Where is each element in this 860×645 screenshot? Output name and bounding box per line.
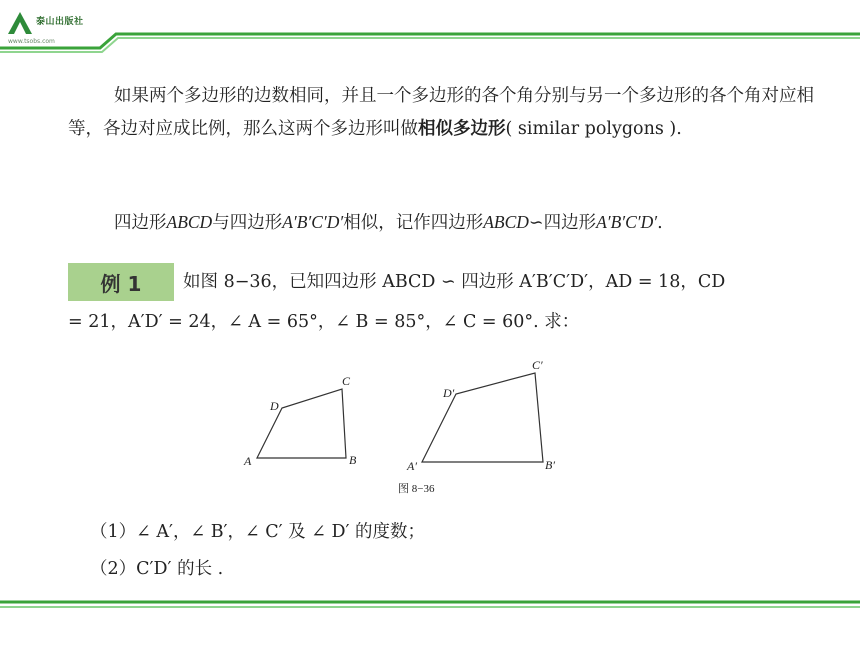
notation-paragraph bbox=[68, 206, 818, 240]
definition-text: 如果两个多边形的边数相同，并且一个多边形的各个角分别与另一个多边形的各个角对应相等，各边对应成比例，那么这两个多边形叫做 bbox=[68, 86, 814, 139]
notation-abcd-prime: A′B′C′D′ bbox=[282, 212, 344, 232]
notation-text: 相似，记作四边形 bbox=[343, 213, 484, 233]
header-banner bbox=[0, 0, 860, 64]
vertex-label-d: D bbox=[270, 399, 279, 413]
quadrilateral-abcd-prime bbox=[422, 373, 543, 462]
example-label: 例 1 bbox=[68, 263, 174, 301]
quadrilateral-figure bbox=[230, 352, 610, 502]
similar-symbol: ∽ bbox=[528, 213, 544, 233]
notation-text: 四边形 bbox=[114, 213, 167, 233]
vertex-label-c: C bbox=[342, 374, 351, 388]
notation-text: 与四边形 bbox=[212, 213, 283, 233]
question-2: （2）C′D′ 的长 . bbox=[90, 559, 224, 579]
logo-text: 泰山出版社 bbox=[36, 17, 84, 27]
figure-caption: 图 8−36 bbox=[398, 483, 435, 495]
vertex-label-b: B bbox=[349, 453, 357, 467]
vertex-label-a: A bbox=[244, 454, 252, 468]
mountain-icon bbox=[6, 8, 36, 36]
logo-url: www.tsobs.com bbox=[8, 38, 55, 45]
definition-term: 相似多边形 bbox=[418, 119, 506, 139]
definition-paragraph bbox=[68, 80, 818, 146]
example-text-line1: 如图 8−36，已知四边形 ABCD ∽ 四边形 A′B′C′D′，AD = 18，CD bbox=[183, 272, 726, 292]
example-text-line2: = 21，A′D′ = 24，∠ A = 65°，∠ B = 85°，∠ C = 60°. 求： bbox=[68, 312, 580, 332]
notation-text: . bbox=[657, 213, 663, 233]
notation-abcd-prime: A′B′C′D′ bbox=[596, 212, 658, 232]
header-decoration bbox=[0, 0, 860, 64]
notation-abcd: ABCD bbox=[483, 212, 529, 232]
vertex-label-b-prime: B′ bbox=[545, 458, 555, 472]
notation-text: 四边形 bbox=[543, 213, 597, 233]
footer-lines bbox=[0, 598, 860, 612]
notation-abcd: ABCD bbox=[166, 212, 213, 232]
vertex-label-d-prime: D′ bbox=[443, 386, 455, 400]
vertex-label-a-prime: A′ bbox=[407, 459, 417, 473]
question-1: （1）∠ A′，∠ B′，∠ C′ 及 ∠ D′ 的度数； bbox=[90, 522, 426, 542]
vertex-label-c-prime: C′ bbox=[532, 358, 543, 372]
definition-english: ( similar polygons ). bbox=[505, 119, 682, 139]
